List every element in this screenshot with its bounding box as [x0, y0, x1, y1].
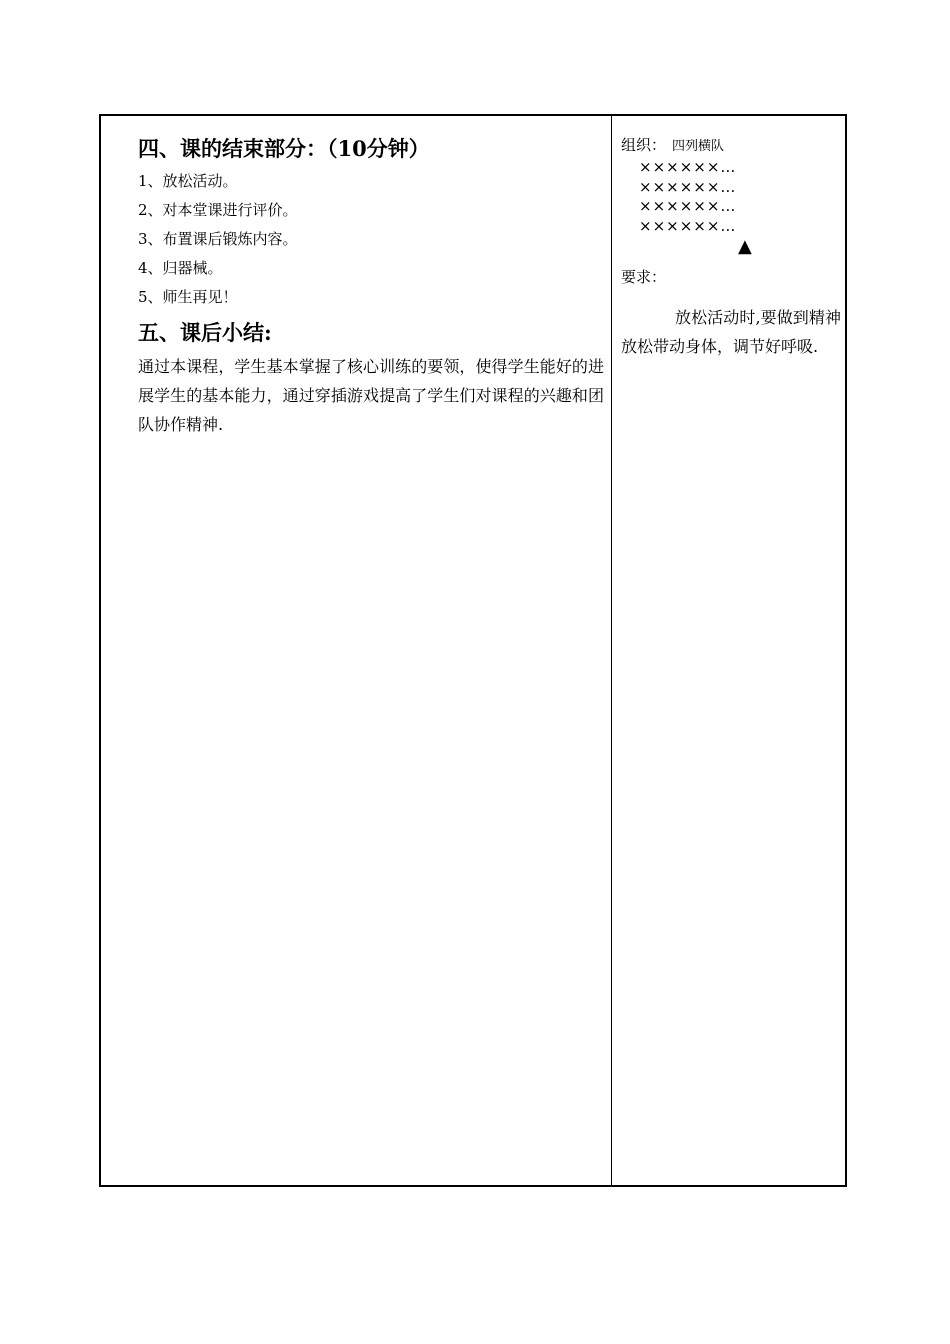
organization-label: 组织： [621, 136, 667, 154]
organization-line [621, 134, 841, 158]
section4-list [138, 167, 604, 312]
teacher-triangle-icon: ▲ [738, 236, 752, 257]
list-item: 2、对本堂课进行评价。 [138, 201, 298, 219]
list-item: 4、归器械。 [138, 259, 223, 277]
requirements-label: 要求： [621, 268, 667, 286]
organization-cell [621, 134, 841, 361]
summary-text: 通过本课程，学生基本掌握了核心训练的要领，使得学生能好的进展学生的基本能力，通过穿插游戏提高了学生们对课程的兴趣和团队协作精神. [138, 357, 604, 434]
content-cell [138, 132, 604, 439]
list-item: 3、布置课后锻炼内容。 [138, 230, 298, 248]
formation-row: ××××××… [639, 177, 737, 196]
section4-heading: 四、课的结束部分：（10分钟） [138, 136, 430, 161]
section5-heading: 五、课后小结: [138, 320, 272, 345]
organization-detail: 四列横队 [672, 139, 725, 154]
formation-row: ××××××… [639, 216, 737, 235]
list-item: 1、放松活动。 [138, 172, 238, 190]
list-item: 5、师生再见！ [138, 288, 238, 306]
formation-row: ××××××… [639, 197, 737, 215]
formation-diagram [639, 158, 841, 258]
requirements-text: 放松活动时,要做到精神放松带动身体，调节好呼吸. [621, 308, 841, 356]
formation-row: ××××××… [639, 158, 737, 176]
column-divider [611, 116, 612, 1187]
